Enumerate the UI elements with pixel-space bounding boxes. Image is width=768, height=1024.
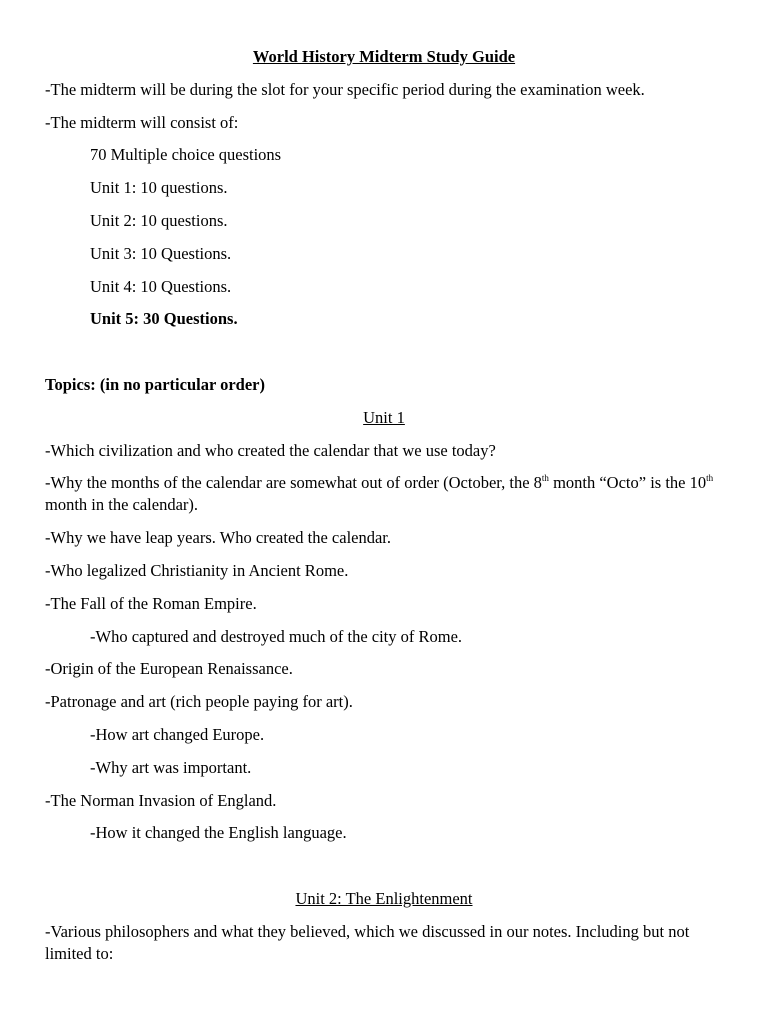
unit-1-topic-7-sub-1: -How art changed Europe.: [90, 724, 265, 744]
unit-1-topic-2: [45, 472, 723, 516]
unit-1-topic-2-part-c: month in the calendar).: [45, 495, 199, 515]
ordinal-suffix: th: [706, 472, 714, 483]
unit-1-topic-3: -Why we have leap years. Who created the calendar.: [45, 528, 392, 548]
unit-1-topic-7: -Patronage and art (rich people paying for art).: [45, 692, 353, 712]
intro-line-1: -The midterm will be during the slot for your specific period during the examination week.: [45, 79, 645, 99]
unit-2-topic-1: -Various philosophers and what they believed, which we discussed in our notes. Including but not limited to:: [45, 921, 690, 963]
spacer: [45, 341, 723, 363]
unit-1-topic-4: -Who legalized Christianity in Ancient Rome.: [45, 560, 349, 580]
unit-1-topic-8: -The Norman Invasion of England.: [45, 790, 277, 810]
document-page: [45, 46, 723, 976]
unit-1-topic-7-sub-2: -Why art was important.: [90, 757, 252, 777]
breakdown-unit-2: Unit 2: 10 questions.: [90, 210, 228, 230]
unit-1-topic-6: -Origin of the European Renaissance.: [45, 659, 293, 679]
breakdown-unit-3: Unit 3: 10 Questions.: [90, 243, 232, 263]
breakdown-unit-4: Unit 4: 10 Questions.: [90, 276, 232, 296]
unit-1-heading: Unit 1: [363, 407, 405, 427]
ordinal-suffix: th: [541, 472, 549, 483]
unit-1-topic-1: -Which civilization and who created the calendar that we use today?: [45, 440, 496, 460]
unit-1-topic-2-part-a: -Why the months of the calendar are somewhat out of order (October, the 8: [45, 473, 542, 493]
unit-2-heading: Unit 2: The Enlightenment: [295, 888, 473, 908]
spacer: [45, 855, 723, 877]
topics-heading: Topics: (in no particular order): [45, 374, 266, 394]
breakdown-total: 70 Multiple choice questions: [90, 145, 282, 165]
document-title: World History Midterm Study Guide: [252, 47, 516, 66]
unit-1-topic-5: -The Fall of the Roman Empire.: [45, 593, 257, 613]
breakdown-unit-5: Unit 5: 30 Questions.: [90, 309, 238, 329]
unit-1-topic-8-sub: -How it changed the English language.: [90, 823, 347, 843]
intro-line-2: -The midterm will consist of:: [45, 112, 239, 132]
breakdown-unit-1: Unit 1: 10 questions.: [90, 178, 228, 198]
unit-1-topic-5-sub: -Who captured and destroyed much of the city of Rome.: [90, 626, 463, 646]
unit-1-topic-2-part-b: month “Octo” is the 10: [548, 473, 707, 493]
